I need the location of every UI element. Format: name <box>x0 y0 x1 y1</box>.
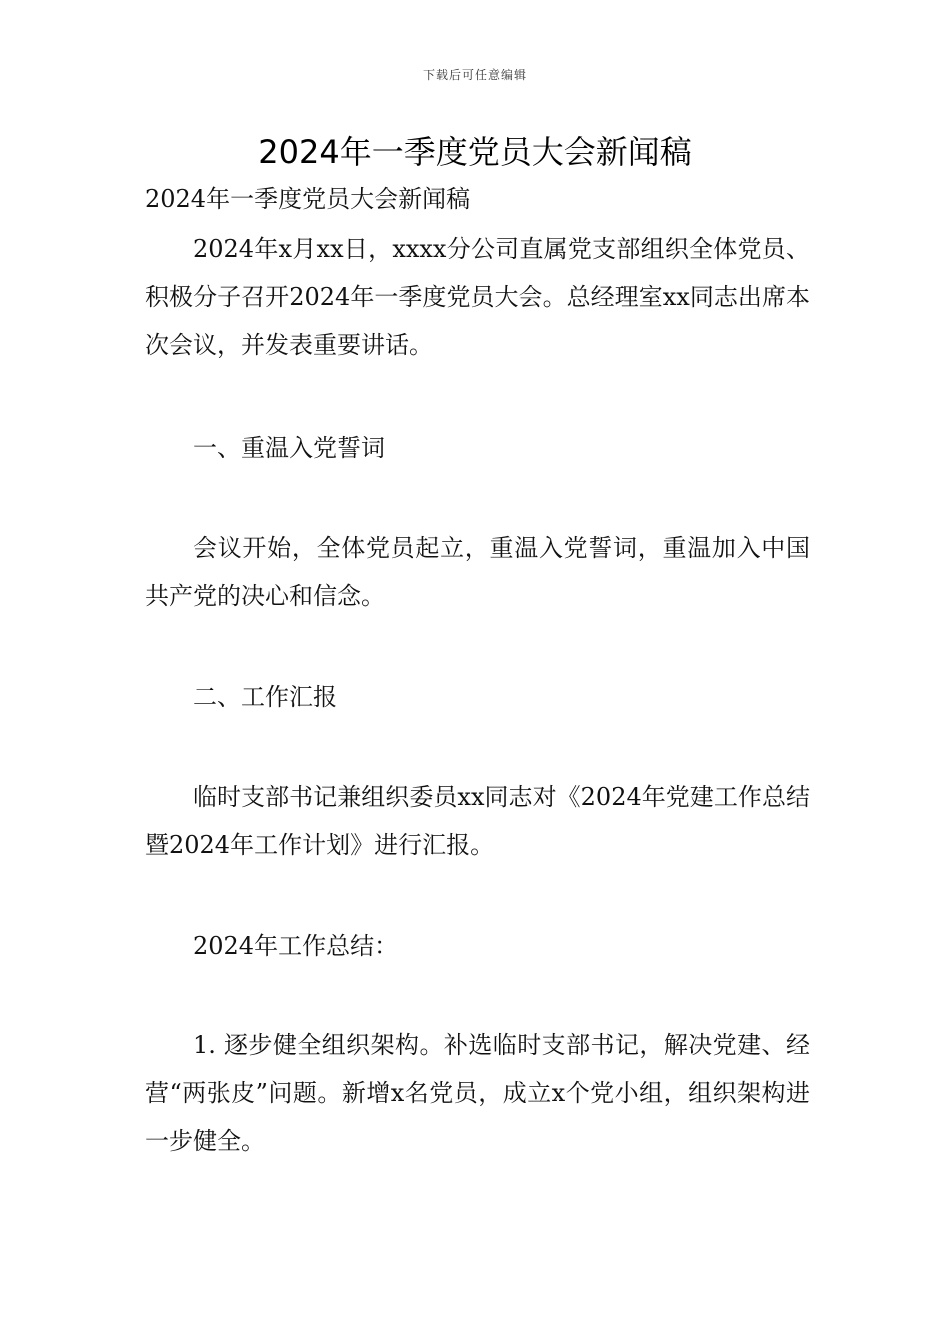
summary-heading: 2024年工作总结： <box>193 932 399 960</box>
summary-item-1: 1. 逐步健全组织架构。补选临时支部书记，解决党建、经营“两张皮”问题。新增x名党员，成立x个党小组，组织架构进一步健全。 <box>145 1031 810 1155</box>
header-note: 下载后可任意编辑 <box>422 68 527 82</box>
intro-paragraph: 2024年x月xx日，xxxx分公司直属党支部组织全体党员、积极分子召开2024年一季度党员大会。总经理室xx同志出席本次会议，并发表重要讲话。 <box>145 235 810 359</box>
section-body-oath: 会议开始，全体党员起立，重温入党誓词，重温加入中国共产党的决心和信念。 <box>145 534 810 610</box>
document-title: 2024年一季度党员大会新闻稿 <box>258 133 692 171</box>
section-heading-report: 二、工作汇报 <box>193 683 337 711</box>
document-subtitle: 2024年一季度党员大会新闻稿 <box>145 185 471 213</box>
section-heading-oath: 一、重温入党誓词 <box>193 434 385 462</box>
section-body-report: 临时支部书记兼组织委员xx同志对《2024年党建工作总结暨2024年工作计划》进行汇报。 <box>145 783 810 859</box>
